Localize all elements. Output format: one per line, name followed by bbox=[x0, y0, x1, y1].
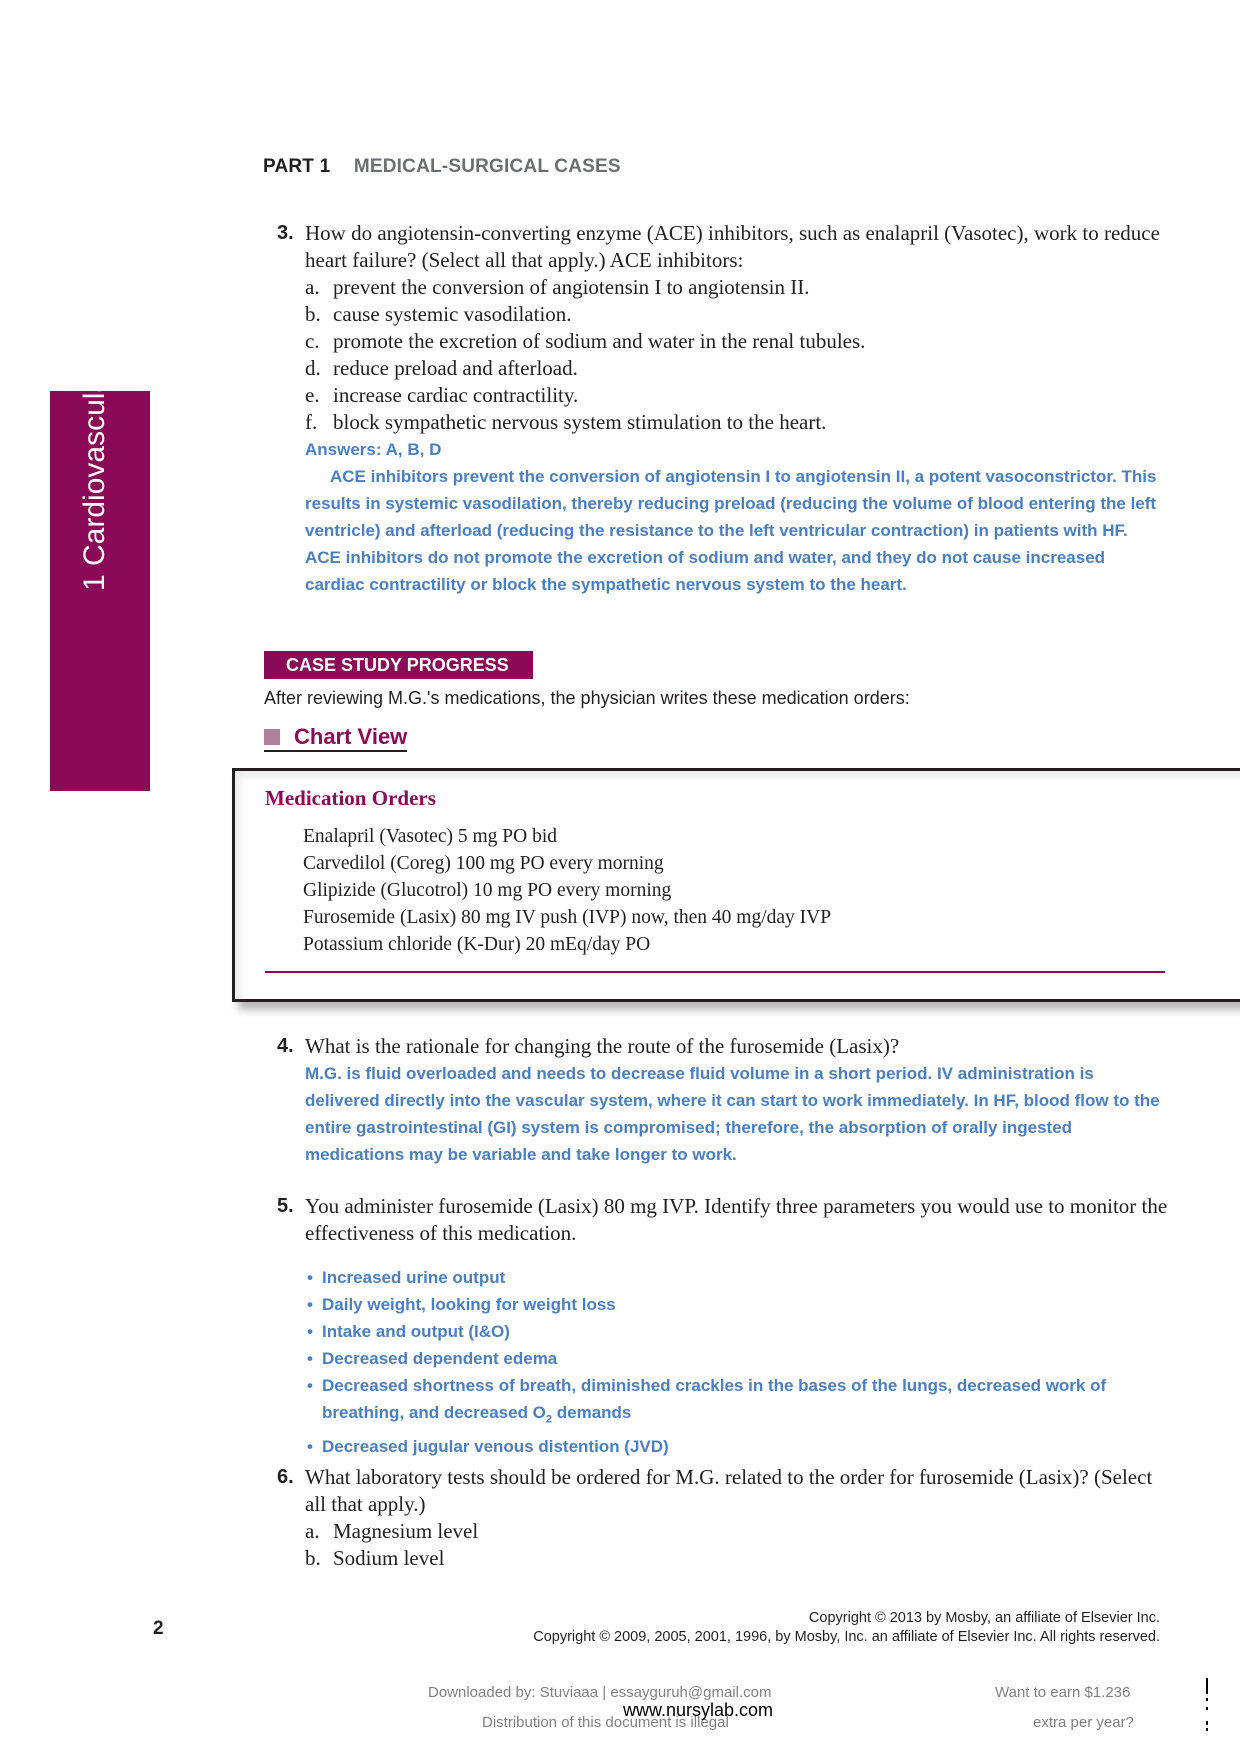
medication-order-item: Enalapril (Vasotec) 5 mg PO bid bbox=[303, 826, 557, 847]
copyright-line-2: Copyright © 2009, 2005, 2001, 1996, by Mosby, Inc. an affiliate of Elsevier Inc. All rights reserved. bbox=[533, 1629, 1160, 1645]
distribution-notice: Distribution of this document is illegal bbox=[482, 1714, 729, 1731]
question-number: 6. bbox=[277, 1466, 294, 1488]
chapter-side-tab bbox=[50, 365, 150, 791]
answer-bullet: • Decreased dependent edema bbox=[305, 1345, 1165, 1372]
option-a: a. Magnesium level bbox=[305, 1519, 479, 1543]
watermark-url[interactable]: www.nursylab.com bbox=[623, 1700, 774, 1720]
question-6 bbox=[277, 1464, 1177, 1572]
chart-view-heading bbox=[264, 724, 407, 752]
question-4 bbox=[277, 1033, 1177, 1168]
section-label: MEDICAL-SURGICAL CASES bbox=[353, 156, 621, 177]
question-text: You administer furosemide (Lasix) 80 mg IVP. Identify three parameters you would use to monitor the effectiveness of this medication. bbox=[305, 1194, 1168, 1245]
option-b: b. Sodium level bbox=[305, 1546, 445, 1570]
question-number: 5. bbox=[277, 1195, 294, 1217]
running-head bbox=[263, 156, 621, 178]
question-text: What laboratory tests should be ordered for M.G. related to the order for furosemide (Lasix)? (Select all that apply.) bbox=[305, 1465, 1153, 1516]
option-a: a. prevent the conversion of angiotensin I to angiotensin II. bbox=[305, 275, 810, 299]
edge-tick-marks bbox=[1206, 1678, 1208, 1734]
copyright-line-1: Copyright © 2013 by Mosby, an affiliate of Elsevier Inc. bbox=[808, 1610, 1160, 1626]
option-c: c. promote the excretion of sodium and water in the renal tubules. bbox=[305, 329, 866, 353]
bullet-dot-icon: • bbox=[307, 1437, 313, 1457]
answer-bullet: • Daily weight, looking for weight loss bbox=[305, 1291, 1165, 1318]
page-number: 2 bbox=[153, 1618, 164, 1639]
answer-bullet: • Decreased jugular venous distention (JVD) bbox=[305, 1433, 1165, 1460]
question-text: How do angiotensin-converting enzyme (ACE) inhibitors, such as enalapril (Vasotec), work to reduce heart failure? (Select all that apply.) ACE inhibitors: bbox=[305, 221, 1160, 272]
answer-bullet-list bbox=[305, 1264, 1165, 1460]
answer-bullet: • Intake and output (I&O) bbox=[305, 1318, 1165, 1345]
question-text: What is the rationale for changing the route of the furosemide (Lasix)? bbox=[305, 1034, 900, 1058]
promo-line-2[interactable]: extra per year? bbox=[1033, 1714, 1134, 1731]
option-e: e. increase cardiac contractility. bbox=[305, 383, 579, 407]
question-5 bbox=[277, 1193, 1177, 1477]
chart-view-label: Chart View bbox=[294, 724, 408, 749]
option-d: d. reduce preload and afterload. bbox=[305, 356, 578, 380]
answer-rationale: ACE inhibitors prevent the conversion of angiotensin I to angiotensin II, a potent vasoconstrictor. This results in systemic vasodilation, thereby reducing preload (reducing the volume of blood entering the left ventricle) and afterload (reducing the resistance to the left ventricular contraction) in patients with HF. ACE inhibitors do not promote the excretion of sodium and water, and they do not cause increased cardiac contractility or block the sympathetic nervous system to the heart. bbox=[305, 467, 1157, 594]
chapter-side-tab-label: 1 Cardiovascular bbox=[78, 365, 111, 591]
option-b: b. cause systemic vasodilation. bbox=[305, 302, 572, 326]
medication-orders-title: Medication Orders bbox=[265, 786, 436, 810]
case-study-intro: After reviewing M.G.'s medications, the physician writes these medication orders: bbox=[264, 688, 910, 708]
question-number: 3. bbox=[277, 222, 294, 244]
bullet-dot-icon: • bbox=[307, 1268, 313, 1287]
case-study-progress-banner: CASE STUDY PROGRESS bbox=[264, 651, 533, 679]
medication-order-item: Glipizide (Glucotrol) 10 mg PO every morning bbox=[303, 880, 672, 901]
promo-line-1[interactable]: Want to earn $1.236 bbox=[995, 1684, 1131, 1701]
part-label: PART 1 bbox=[263, 156, 331, 177]
bullet-dot-icon: • bbox=[307, 1349, 313, 1368]
medication-order-item: Potassium chloride (K-Dur) 20 mEq/day PO bbox=[303, 934, 651, 955]
bullet-dot-icon: • bbox=[307, 1322, 313, 1341]
answer-rationale: M.G. is fluid overloaded and needs to decrease fluid volume in a short period. IV administration is delivered directly into the vascular system, where it can start to work immediately. In HF, blood flow to the entire gastrointestinal (GI) system is compromised; therefore, the absorption of orally ingested medications may be variable and take longer to work. bbox=[305, 1064, 1160, 1164]
downloaded-by-notice: Downloaded by: Stuviaaa | essayguruh@gmail.com bbox=[428, 1684, 772, 1701]
answer-bullet: • Decreased shortness of breath, diminished crackles in the bases of the lungs, decreased work of breathing, and decreased $O_2$ demands bbox=[305, 1372, 1165, 1433]
answer-bullet: • Increased urine output bbox=[305, 1264, 1165, 1291]
square-bullet-icon bbox=[264, 729, 280, 745]
medication-orders-box bbox=[232, 768, 1240, 1002]
medication-order-item: Carvedilol (Coreg) 100 mg PO every morning bbox=[303, 853, 664, 874]
copyright-notice bbox=[533, 1609, 1160, 1647]
bullet-dot-icon: • bbox=[307, 1295, 313, 1314]
divider-rule bbox=[265, 971, 1165, 973]
medication-orders-list bbox=[303, 823, 831, 958]
medication-order-item: Furosemide (Lasix) 80 mg IV push (IVP) now, then 40 mg/day IVP bbox=[303, 907, 832, 928]
bullet-dot-icon: • bbox=[307, 1376, 313, 1395]
question-3 bbox=[277, 220, 1177, 598]
answers-label: Answers: A, B, D bbox=[305, 440, 442, 459]
question-number: 4. bbox=[277, 1035, 294, 1057]
option-f: f. block sympathetic nervous system stimulation to the heart. bbox=[305, 410, 827, 434]
